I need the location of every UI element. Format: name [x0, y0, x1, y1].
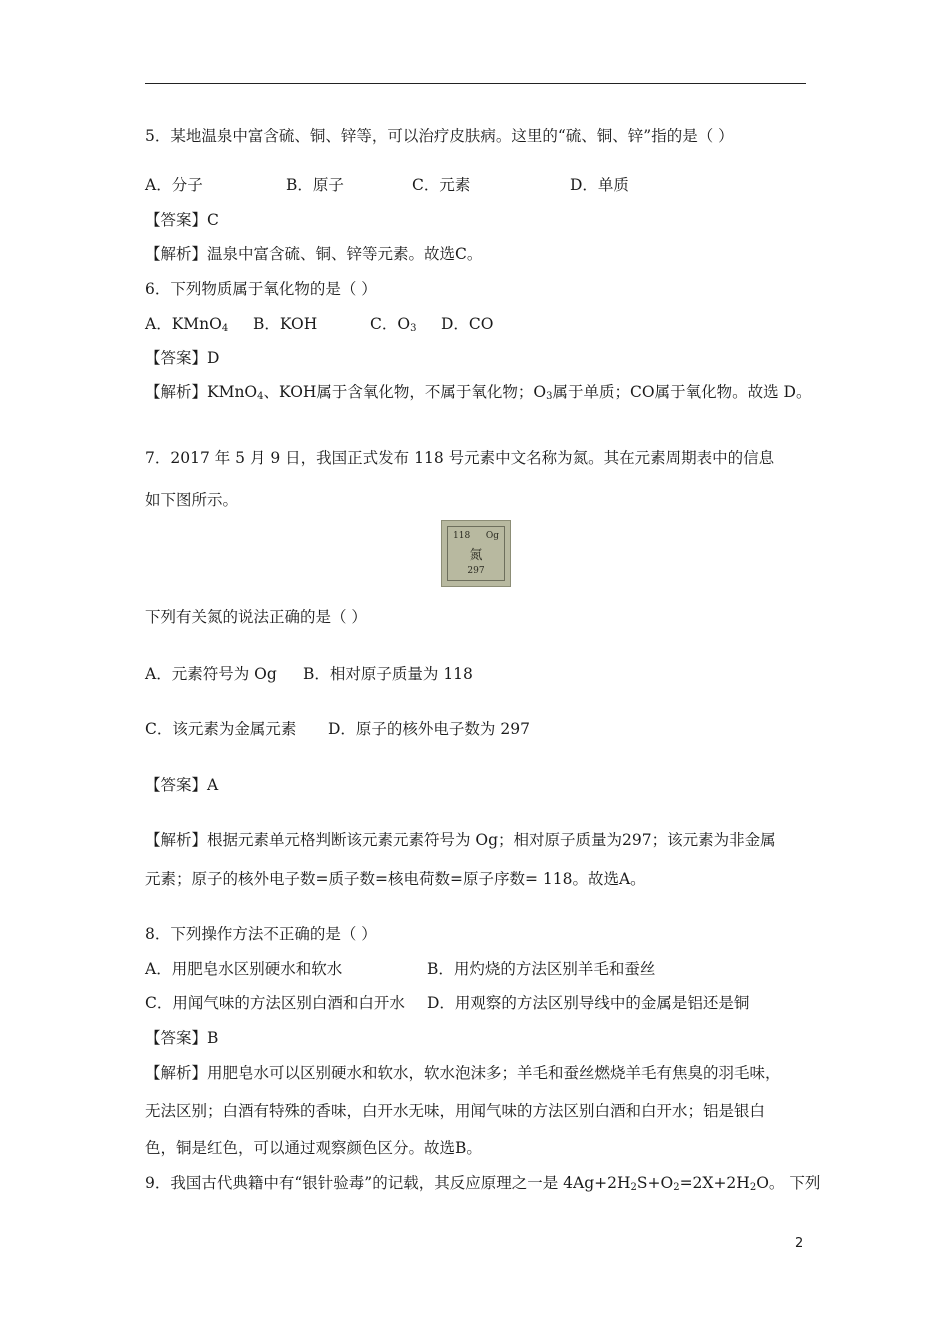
- q8-options-row2: [145, 996, 749, 1012]
- q7-stem-line1: 7．2017 年 5 月 9 日，我国正式发布 118 号元素中文名称为氮。其在元素周期表中的信息: [145, 449, 775, 467]
- q5-option-c: C．元素: [412, 176, 471, 194]
- q7-option-a: A．元素符号为 Og: [145, 665, 277, 683]
- q8-analysis-line2: 无法区别；白酒有特殊的香味，白开水无味，用闻气味的方法区别白酒和白开水；铝是银白: [145, 1102, 766, 1120]
- q8-answer: 【答案】B: [145, 1029, 219, 1047]
- q5-option-d: D．单质: [570, 176, 629, 194]
- atomic-number: 118: [453, 531, 471, 541]
- q8-option-d: D．用观察的方法区别导线中的金属是铝还是铜: [427, 994, 750, 1012]
- q6-answer: 【答案】D: [145, 349, 220, 367]
- q7-option-b: B．相对原子质量为 118: [303, 665, 473, 683]
- q8-option-a: A．用肥皂水区别硬水和软水: [145, 960, 343, 978]
- q8-analysis-line3: 色，铜是红色，可以通过观察颜色区分。故选B。: [145, 1139, 482, 1157]
- q7-analysis-line1: 【解析】根据元素单元格判断该元素元素符号为 Og；相对原子质量为297；该元素为非金属: [145, 831, 776, 849]
- q8-options-row1: [145, 962, 655, 978]
- q7-analysis-line2: 元素；原子的核外电子数=质子数=核电荷数=原子序数= 118。故选A。: [145, 870, 646, 888]
- q5-stem: 5．某地温泉中富含硫、铜、锌等，可以治疗皮肤病。这里的“硫、铜、锌”指的是（ ）: [145, 127, 734, 145]
- q5-option-b: B．原子: [286, 176, 344, 194]
- q6-options: [145, 317, 494, 333]
- q6-option-a: A．KMnO$_4$: [145, 315, 229, 334]
- q6-analysis: 【解析】KMnO$_4$、KOH属于含氧化物，不属于氧化物；$O_3$属于单质；CO属于氧化物。故选 D。: [145, 383, 812, 402]
- header-rule: [145, 83, 806, 84]
- q6-option-b: B．KOH: [253, 315, 318, 333]
- q5-answer: 【答案】C: [145, 211, 219, 229]
- element-symbol: Og: [485, 531, 499, 541]
- q5-option-a: A．分子: [145, 176, 203, 194]
- q9-stem: 9．我国古代典籍中有“银针验毒”的记载，其反应原理之一是 $4Ag+2H_2S+O_2=2X+2H_2O$。 下列: [145, 1174, 821, 1193]
- q8-option-b: B．用灼烧的方法区别羊毛和蚕丝: [427, 960, 656, 978]
- q7-option-d: D．原子的核外电子数为 297: [328, 720, 530, 738]
- q7-answer: 【答案】A: [145, 776, 219, 794]
- q5-options: [145, 178, 629, 194]
- q8-stem: 8．下列操作方法不正确的是（ ）: [145, 925, 377, 943]
- q6-option-d: D．CO: [441, 315, 494, 333]
- q7-question: 下列有关氮的说法正确的是（ ）: [145, 608, 367, 626]
- q6-option-c: C．$O_3$: [370, 315, 417, 334]
- q5-analysis: 【解析】温泉中富含硫、铜、锌等元素。故选C。: [145, 245, 483, 263]
- q6-stem: 6．下列物质属于氧化物的是（ ）: [145, 280, 377, 298]
- page-number: 2: [795, 1236, 804, 1251]
- q7-stem-line2: 如下图所示。: [145, 491, 239, 509]
- element-name: 氮: [469, 548, 483, 563]
- q7-option-c: C．该元素为金属元素: [145, 720, 297, 738]
- q8-option-c: C．用闻气味的方法区别白酒和白开水: [145, 994, 405, 1012]
- q7-options-row2: [145, 722, 530, 738]
- q7-options-row1: [145, 667, 473, 683]
- periodic-table-cell: [441, 520, 511, 587]
- atomic-mass: 297: [467, 566, 485, 576]
- q8-analysis-line1: 【解析】用肥皂水可以区别硬水和软水，软水泡沫多；羊毛和蚕丝燃烧羊毛有焦臭的羽毛味，: [145, 1064, 781, 1082]
